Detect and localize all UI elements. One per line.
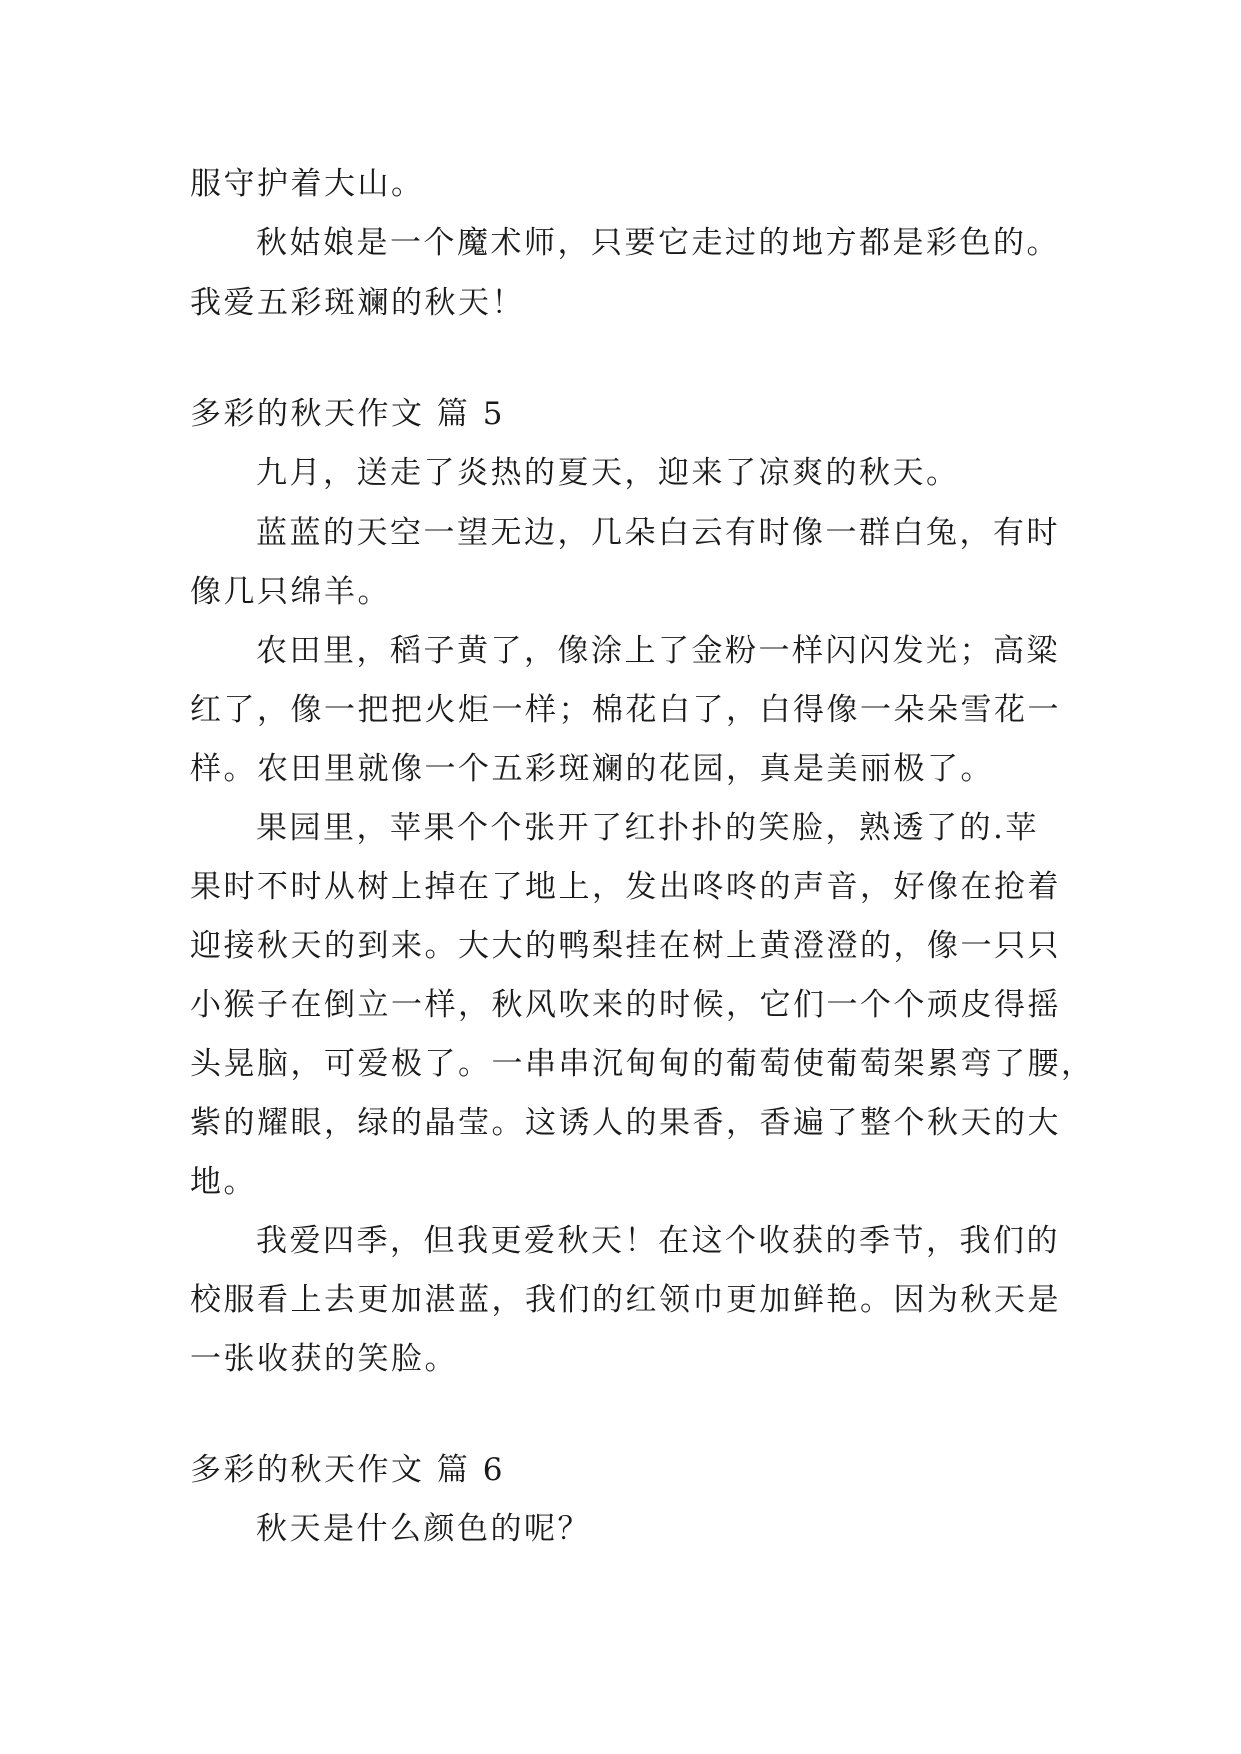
text-line: 头晃脑，可爱极了。一串串沉甸甸的葡萄使葡萄架累弯了腰， — [190, 1046, 1095, 1082]
text-line: 服守护着大山。 — [190, 166, 425, 202]
text-line: 样。农田里就像一个五彩斑斓的花园，真是美丽极了。 — [190, 751, 994, 787]
paragraph-start: 农田里，稻子黄了，像涂上了金粉一样闪闪发光；高粱 — [256, 633, 1060, 669]
text-line: 红了，像一把把火炬一样；棉花白了，白得像一朵朵雪花一 — [190, 692, 1061, 728]
text-line: 地。 — [190, 1164, 257, 1200]
paragraph-start: 九月，送走了炎热的夏天，迎来了凉爽的秋天。 — [256, 455, 960, 491]
text-line: 果时不时从树上掉在了地上，发出咚咚的声音，好像在抢着 — [190, 869, 1061, 905]
text-line: 校服看上去更加湛蓝，我们的红领巾更加鲜艳。因为秋天是 — [190, 1282, 1061, 1318]
text-line: 像几只绵羊。 — [190, 574, 391, 610]
text-line: 迎接秋天的到来。大大的鸭梨挂在树上黄澄澄的，像一只只 — [190, 928, 1061, 964]
paragraph-start: 秋姑娘是一个魔术师，只要它走过的地方都是彩色的。 — [256, 225, 1060, 261]
paragraph-start: 秋天是什么颜色的呢？ — [256, 1511, 591, 1547]
paragraph-start: 我爱四季，但我更爱秋天！在这个收获的季节，我们的 — [256, 1223, 1060, 1259]
text-line: 紫的耀眼，绿的晶莹。这诱人的果香，香遍了整个秋天的大 — [190, 1105, 1061, 1141]
text-line: 我爱五彩斑斓的秋天！ — [190, 285, 525, 321]
text-line: 一张收获的笑脸。 — [190, 1341, 458, 1377]
paragraph-start: 果园里，苹果个个张开了红扑扑的笑脸，熟透了的.苹 — [256, 810, 1039, 846]
section-heading: 多彩的秋天作文 篇 5 — [190, 396, 505, 432]
section-heading: 多彩的秋天作文 篇 6 — [190, 1452, 505, 1488]
text-line: 小猴子在倒立一样，秋风吹来的时候，它们一个个顽皮得摇 — [190, 987, 1061, 1023]
paragraph-start: 蓝蓝的天空一望无边，几朵白云有时像一群白兔，有时 — [256, 515, 1060, 551]
